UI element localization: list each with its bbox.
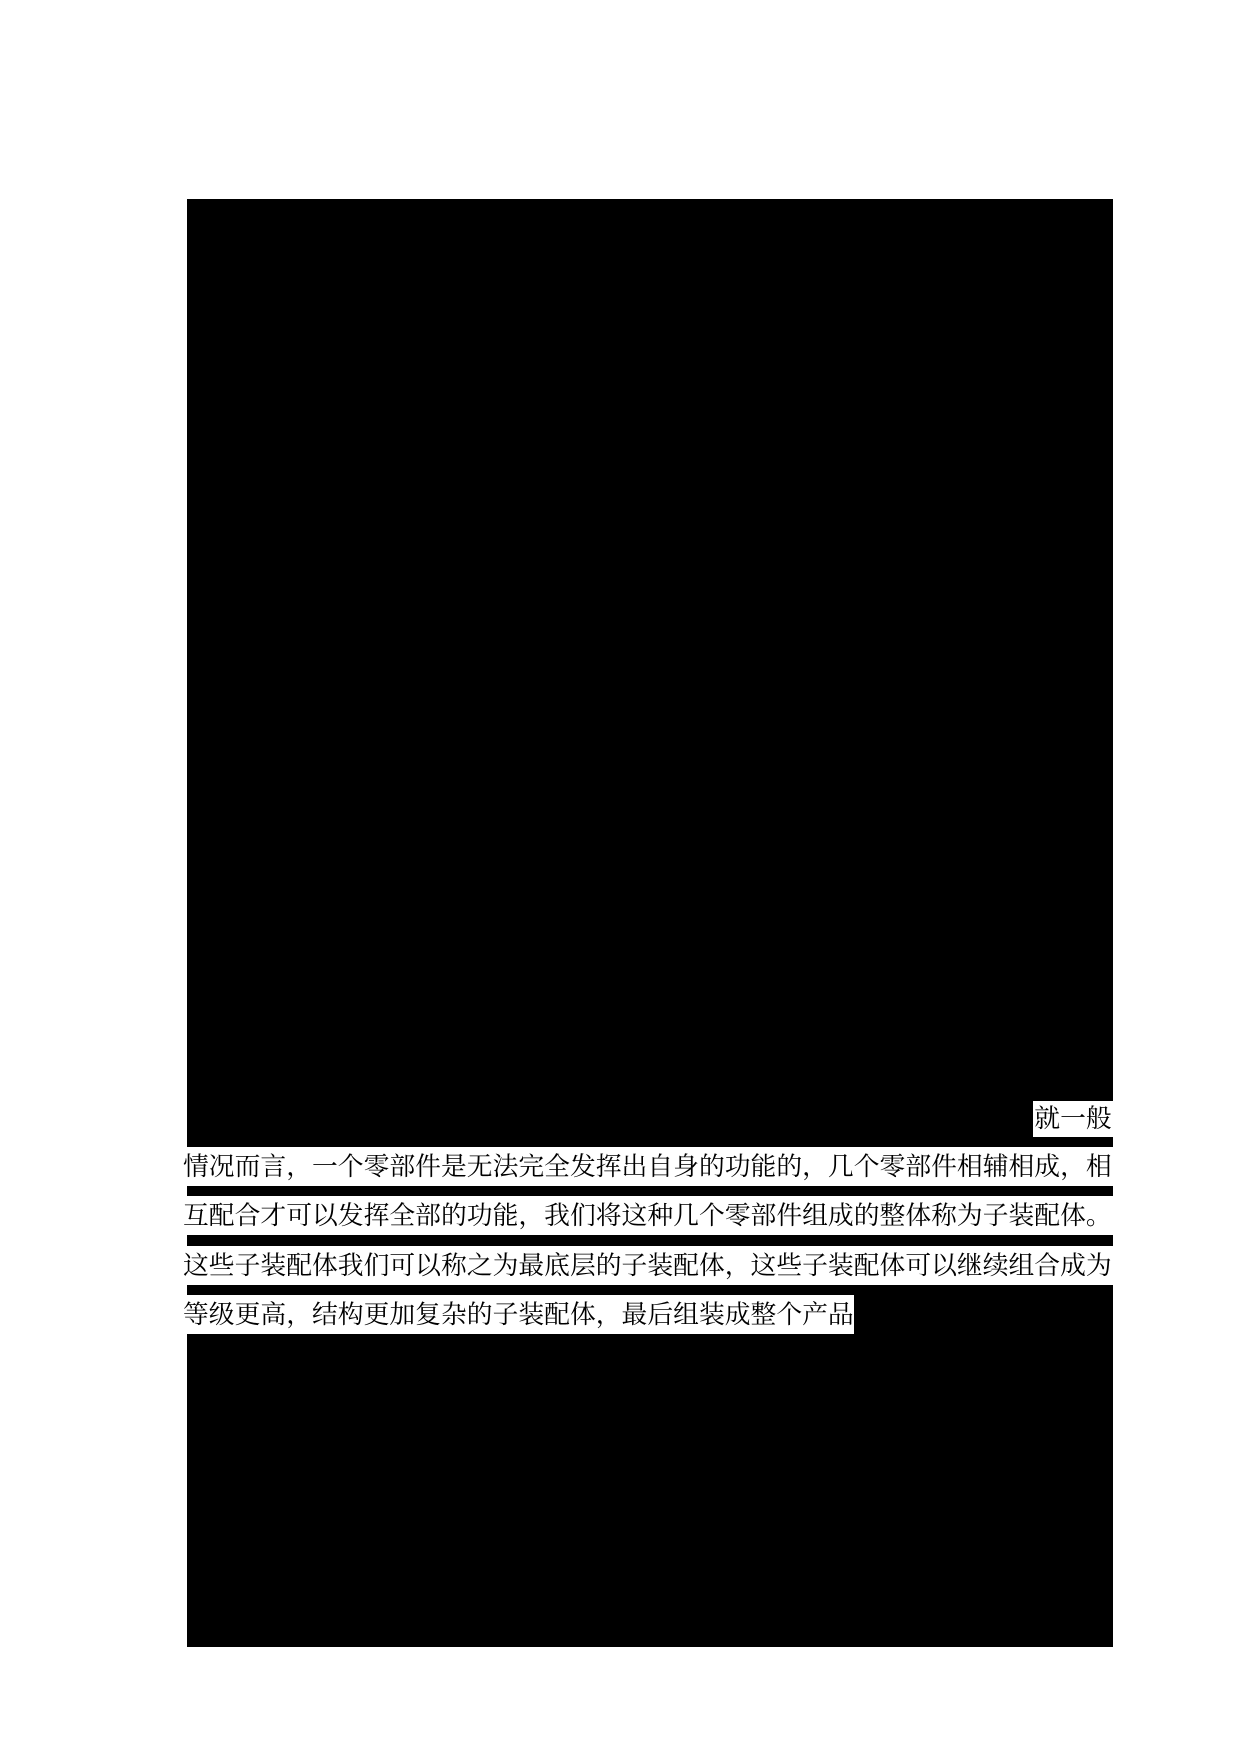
highlighted-text-line-5: 等级更高，结构更加复杂的子装配体，最后组装成整个产品 — [183, 1295, 854, 1334]
highlighted-text-line-4: 这些子装配体我们可以称之为最底层的子装配体，这些子装配体可以继续组合成为 — [183, 1246, 1113, 1285]
highlighted-text-line-2: 情况而言，一个零部件是无法完全发挥出自身的功能的，几个零部件相辅相成，相 — [183, 1147, 1113, 1186]
highlighted-text-line-3: 互配合才可以发挥全部的功能，我们将这种几个零部件组成的整体称为子装配体。 — [183, 1196, 1113, 1235]
redacted-black-region — [187, 199, 1113, 1647]
highlighted-text-line-1: 就一般 — [1033, 1101, 1113, 1137]
